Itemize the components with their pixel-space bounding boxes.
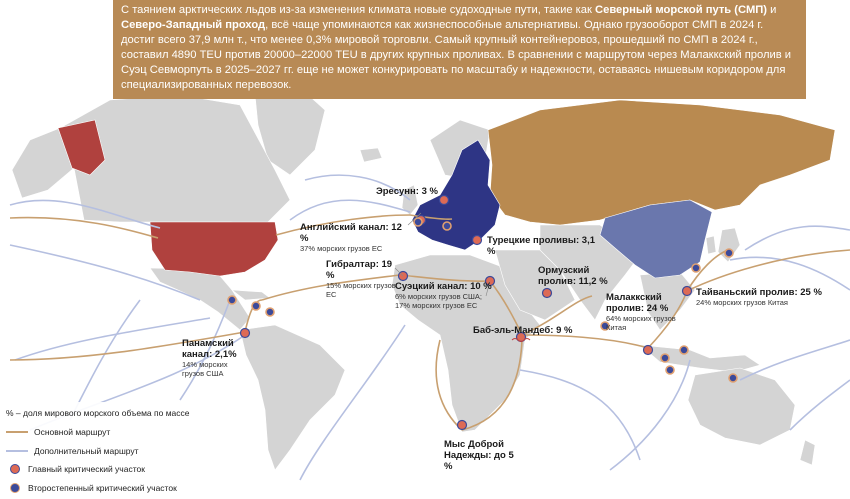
label-bab-title: Баб-эль-Мандеб: 9 % (473, 325, 573, 336)
label-malacca-sub: 64% морских грузов Китая (606, 314, 676, 332)
intro-bold-nwp: Северо-Западный проход (121, 19, 266, 31)
label-panama-title: Панамский канал: 2,1% (182, 338, 237, 360)
label-oresund (376, 186, 438, 197)
point-hormuz (543, 289, 552, 298)
intro-textbox (113, 0, 806, 99)
label-cape (444, 439, 524, 472)
intro-text-1: С таянием арктических льдов из-за изменения климата новые судоходные пути, такие как (121, 4, 596, 16)
south-america (240, 325, 345, 470)
point-malacca (644, 346, 653, 355)
point-panama (241, 329, 250, 338)
usa (150, 222, 278, 276)
label-gibraltar (326, 259, 396, 299)
legend-secondary-point (6, 483, 177, 493)
label-turkish-straits (487, 235, 599, 257)
label-suez-title: Суэцкий канал: 10 % (395, 281, 492, 292)
legend-secondary-point-dot (10, 483, 20, 493)
label-english-sub: 37% морских грузов ЕС (300, 244, 383, 253)
label-hormuz-title: Ормузский пролив: 11,2 % (538, 265, 608, 287)
intro-text-2: и (767, 4, 777, 16)
label-panama-sub: 14% морских грузов США (182, 360, 228, 378)
point-oresund (440, 196, 449, 205)
label-suez-sub: 6% морских грузов США; 17% морских грузов ЕС (395, 292, 483, 310)
label-malacca (606, 292, 686, 332)
point-cape (458, 421, 467, 430)
label-taiwan (696, 287, 846, 307)
iceland (360, 148, 382, 162)
intro-text-3: , всё чаще упоминаются как жизнеспособные альтернативы. Однако грузооборот СМП в 2024 г. достиг всего 37,9 млн т., что менее 0,3% мировой торговли. Самый крупный контейнеровоз, прошедший по СМП в 2024 г., составил 4890 TEU против 20000–22000 TEU в других крупных проливах. В сравнении с маршрутом через Малаккский пролив и Суэц Севморпуть в 2025–2027 гг. еще не может конкурировать по масштабу и надежности, оставаясь нишевым коридором для специализированных перевозок. (121, 19, 792, 91)
point-turkish-straits (473, 236, 482, 245)
label-gibraltar-title: Гибралтар: 19 % (326, 259, 393, 281)
legend-main-point-text: Главный критический участок (28, 464, 145, 474)
label-malacca-title: Малаккский пролив: 24 % (606, 292, 669, 314)
label-suez (395, 281, 495, 310)
legend-note (6, 408, 190, 418)
label-english-channel (300, 222, 410, 253)
legend-extra-route-swatch (6, 450, 28, 452)
new-zealand (800, 440, 815, 465)
legend (0, 402, 218, 499)
label-turkish-title: Турецкие проливы: 3,1 % (487, 235, 595, 257)
label-english-title: Английский канал: 12 % (300, 222, 402, 244)
indonesia (640, 345, 760, 372)
label-bab-el-mandeb (473, 325, 573, 336)
label-taiwan-sub: 24% морских грузов Китая (696, 298, 788, 307)
legend-main-route-swatch (6, 431, 28, 433)
label-panama (182, 338, 248, 378)
label-cape-title: Мыс Доброй Надежды: до 5 % (444, 439, 514, 472)
legend-extra-route (6, 446, 139, 456)
label-oresund-title: Эресунн: 3 % (376, 186, 438, 197)
legend-main-route (6, 427, 110, 437)
legend-secondary-point-text: Второстепенный критический участок (28, 483, 177, 493)
legend-main-route-text: Основной маршрут (34, 427, 111, 437)
label-hormuz (538, 265, 620, 287)
korea (706, 236, 716, 254)
label-taiwan-title: Тайваньский пролив: 25 % (696, 287, 822, 298)
legend-extra-route-text: Дополнительный маршрут (34, 446, 139, 456)
legend-main-point-dot (10, 464, 20, 474)
legend-main-point (6, 464, 145, 474)
label-gibraltar-sub: 15% морских грузов ЕС (326, 281, 396, 299)
legend-note-text: % – доля мирового морского объема по массе (6, 408, 190, 418)
intro-bold-nsr: Северный морской путь (СМП) (595, 4, 768, 16)
